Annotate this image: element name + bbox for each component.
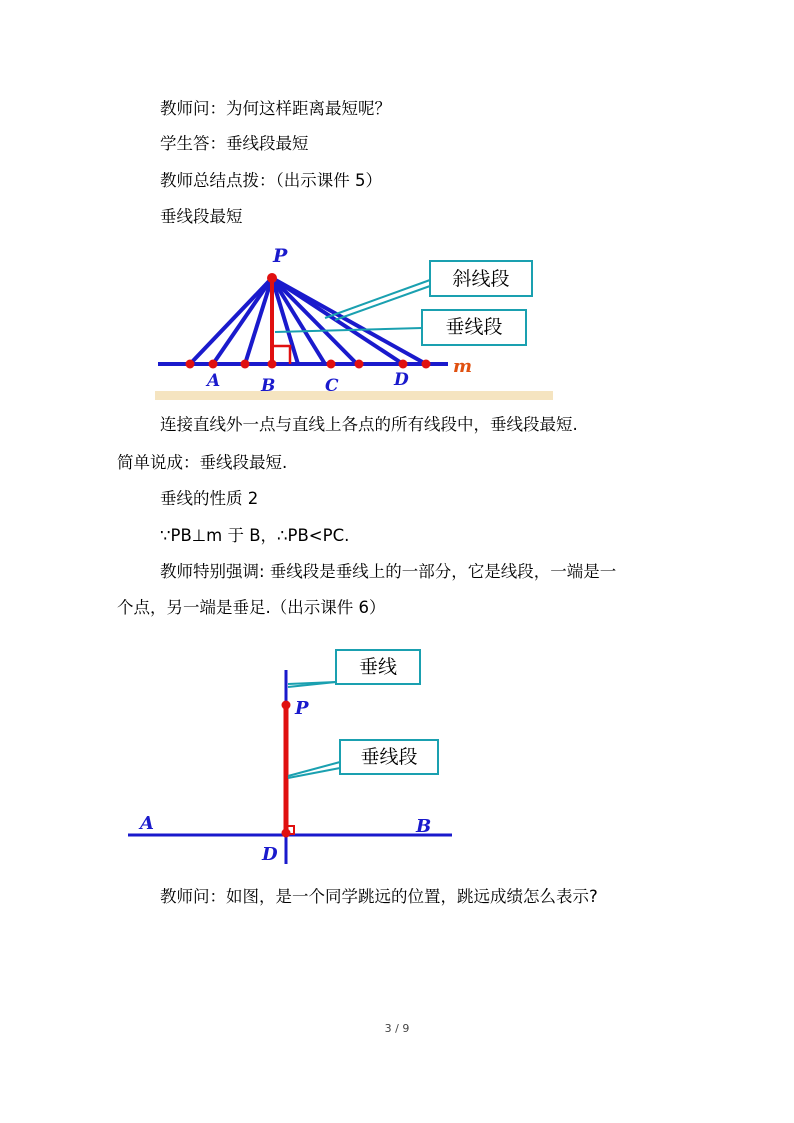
label-P: P [273,245,288,267]
label-B: B [261,376,276,396]
paragraph-short: 简单说成：垂线段最短. [117,453,288,472]
label-D: D [262,844,278,865]
page-number: 3 / 9 [384,1022,410,1035]
heading-property-2: 垂线的性质 2 [160,489,259,508]
leader-oblique-1 [325,280,430,318]
label-C: C [325,376,339,396]
figure-perpendicular-line [120,640,460,870]
figure-perpendicular-shortest [150,238,560,403]
heading-shortest: 垂线段最短 [160,207,243,226]
emphasis-line-2: 个点，另一端是垂足.（出示课件 6） [117,598,386,617]
label-P: P [295,698,309,719]
ground-strip [155,391,553,400]
point-P [282,701,291,710]
box-line-label: 垂线 [358,656,398,678]
leader-oblique-2 [335,286,430,320]
answer-1: 学生答：垂线段最短 [160,134,309,153]
emphasis-line-1: 教师特别强调: 垂线段是垂线上的一部分，它是线段，一端是一 [160,562,617,581]
question-2: 教师问：如图，是一个同学跳远的位置，跳远成绩怎么表示? [160,887,598,906]
label-m: m [453,356,473,377]
box-perp-label: 垂线段 [445,316,503,338]
label-D: D [394,370,409,390]
label-A: A [140,813,154,834]
paragraph-statement: 连接直线外一点与直线上各点的所有线段中，垂线段最短. [160,415,578,434]
box-oblique-label: 斜线段 [452,268,510,290]
box-segment-label: 垂线段 [360,746,418,768]
oblique-segments [190,278,426,364]
question-1: 教师问：为何这样距离最短呢？ [160,99,391,118]
points [186,273,431,369]
teacher-summary: 教师总结点拨：（出示课件 5） [160,171,382,190]
label-B: B [416,816,432,837]
formula: ∵PB⊥m 于 B，∴PB<PC. [160,526,350,545]
point-D [282,829,291,838]
label-A: A [207,371,221,391]
